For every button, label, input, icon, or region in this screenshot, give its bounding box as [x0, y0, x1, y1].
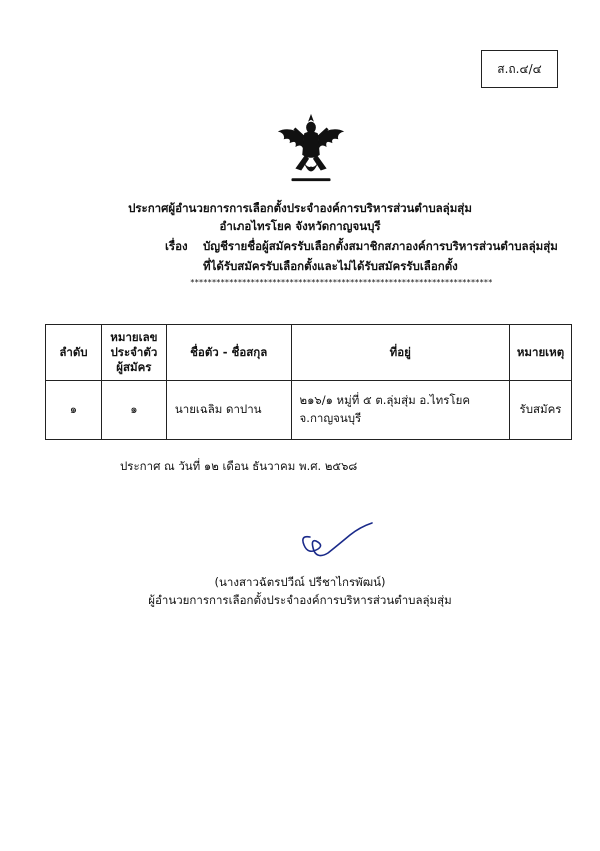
- col-number-header: [101, 325, 166, 381]
- handwritten-signature: [292, 515, 382, 565]
- cell-address: ๒๑๖/๑ หมู่ที่ ๕ ต.ลุ่มสุ่ม อ.ไทรโยค จ.กาญจนบุรี: [291, 381, 509, 440]
- candidate-table: [45, 324, 572, 440]
- col-name-header: ชื่อตัว - ชื่อสกุล: [166, 325, 291, 381]
- col-address-header: ที่อยู่: [291, 325, 509, 381]
- announcement-location: อำเภอไทรโยค จังหวัดกาญจนบุรี: [219, 219, 381, 233]
- col-number-header-line: ประจำตัว: [110, 345, 158, 359]
- col-number-header-line: หมายเลข: [110, 330, 158, 344]
- garuda-emblem-icon: [272, 110, 350, 188]
- col-remark-header: หมายเหตุ: [510, 325, 572, 381]
- announcement-title: ประกาศผู้อำนวยการการเลือกตั้งประจำองค์การบริหารส่วนตำบลลุ่มสุ่ม: [128, 201, 472, 215]
- col-order-header: ลำดับ: [46, 325, 102, 381]
- cell-remark: รับสมัคร: [510, 381, 572, 440]
- table-row: [46, 381, 572, 440]
- signer-position: ผู้อำนวยการการเลือกตั้งประจำองค์การบริหารส่วนตำบลลุ่มสุ่ม: [148, 593, 452, 607]
- cell-order: ๑: [46, 381, 102, 440]
- col-number-header-line: ผู้สมัคร: [116, 360, 152, 374]
- cell-number: ๑: [101, 381, 166, 440]
- subject-text: บัญชีรายชื่อผู้สมัครรับเลือกตั้งสมาชิกสภาองค์การบริหารส่วนตำบลลุ่มสุ่ม: [203, 239, 558, 253]
- subject-label: เรื่อง: [165, 239, 188, 253]
- cell-name: นายเฉลิม ดาปาน: [166, 381, 291, 440]
- form-code-box: ส.ถ.๔/๔: [481, 50, 558, 88]
- table-header-row: [46, 325, 572, 381]
- subject-line: [165, 238, 558, 256]
- subject-text-continued: ที่ได้รับสมัครรับเลือกตั้งและไม่ได้รับสมัครรับเลือกตั้ง: [203, 259, 458, 273]
- signer-name: (นางสาวฉัตรปวีณ์ ปรีชาไกรพัฒน์): [214, 575, 386, 589]
- announcement-date: ประกาศ ณ วันที่ ๑๒ เดือน ธันวาคม พ.ศ. ๒๕๖๘: [120, 459, 358, 473]
- separator-line: **********************************************************************: [190, 278, 493, 287]
